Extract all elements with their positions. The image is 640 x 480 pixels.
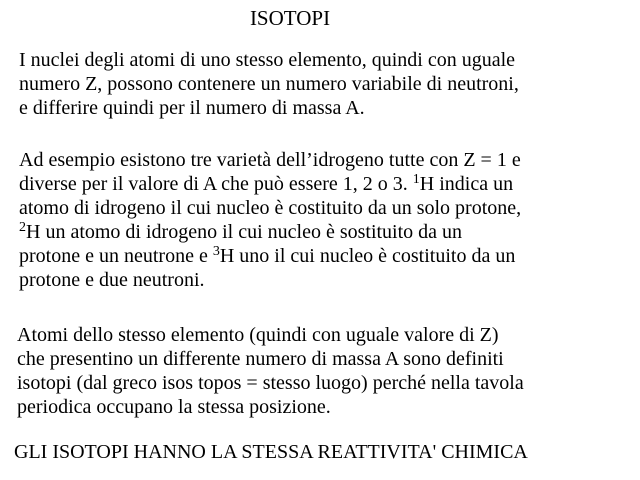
text-line: isotopi (dal greco isos topos = stesso luogo) perché nella tavola xyxy=(17,372,524,394)
text-line xyxy=(19,220,521,244)
text-line xyxy=(19,172,521,196)
text-segment: H uno il cui nucleo è costituito da un xyxy=(219,245,516,267)
text-segment: diverse per il valore di A che può essere 1, 2 o 3. xyxy=(19,173,413,195)
text-line: atomo di idrogeno il cui nucleo è costituito da un solo protone, xyxy=(19,197,522,219)
text-line xyxy=(19,244,521,268)
text-segment: H indica un xyxy=(419,173,514,195)
text-line: e differire quindi per il numero di massa A. xyxy=(19,97,365,119)
text-line: numero Z, possono contenere un numero variabile di neutroni, xyxy=(19,73,519,95)
paragraph-hydrogen-example xyxy=(19,148,521,292)
paragraph-definition xyxy=(19,48,519,120)
text-segment: H un atomo di idrogeno il cui nucleo è sostituito da un xyxy=(26,221,463,243)
text-line: Ad esempio esistono tre varietà dell’idrogeno tutte con Z = 1 e xyxy=(19,149,521,171)
text-line: protone e due neutroni. xyxy=(19,269,205,291)
conclusion-statement: GLI ISOTOPI HANNO LA STESSA REATTIVITA' CHIMICA xyxy=(14,441,528,463)
mass-number-superscript: 2 xyxy=(19,220,26,235)
paragraph-isotopes-definition xyxy=(17,323,524,419)
mass-number-superscript: 1 xyxy=(412,172,420,187)
text-line: periodica occupano la stessa posizione. xyxy=(17,396,331,418)
text-line: che presentino un differente numero di massa A sono definiti xyxy=(17,348,504,370)
text-line: I nuclei degli atomi di uno stesso elemento, quindi con uguale xyxy=(19,49,516,71)
text-line: Atomi dello stesso elemento (quindi con uguale valore di Z) xyxy=(17,324,499,346)
text-segment: protone e un neutrone e xyxy=(19,245,213,267)
mass-number-superscript: 3 xyxy=(212,244,220,259)
page-title: ISOTOPI xyxy=(249,6,331,30)
